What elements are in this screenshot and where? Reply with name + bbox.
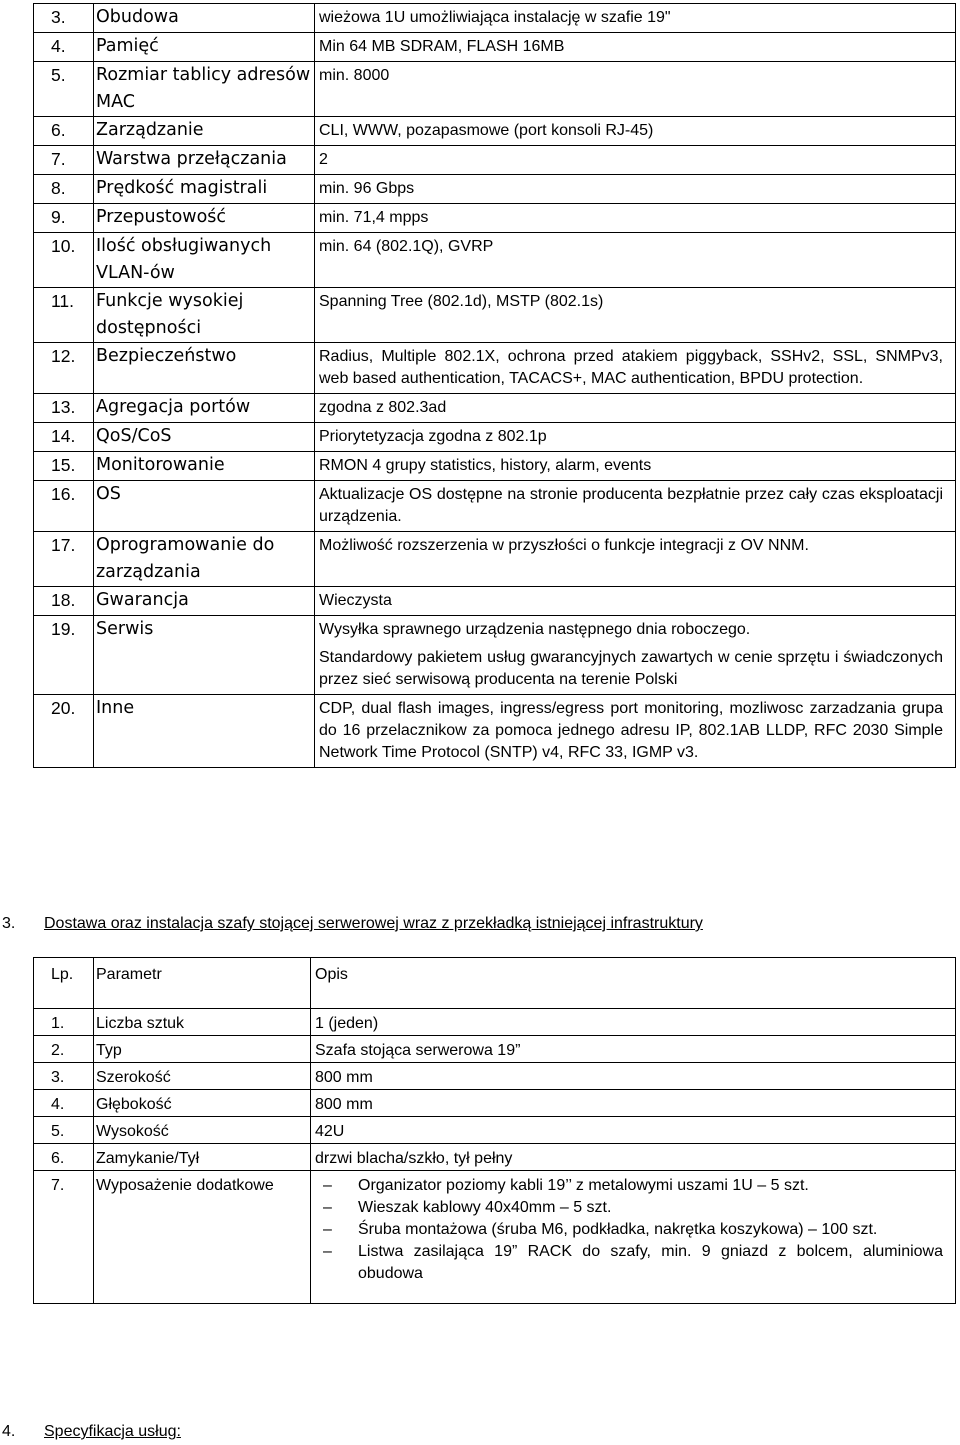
table-row [34,423,956,452]
row-number: 4. [34,33,94,62]
row-number: 6. [34,1144,94,1171]
list-item-text: Wieszak kablowy 40x40mm – 5 szt. [358,1199,612,1216]
section-title: Specyfikacja usług: [44,1423,181,1440]
section-number: 4. [2,1423,16,1440]
table-row-equipment [34,1171,956,1304]
desc-paragraph: Standardowy pakietem usług gwarancyjnych zawartych w cenie sprzętu i świadczonych przez sieć serwisową producenta na terenie Polski [319,649,943,688]
row-number: 12. [34,343,94,394]
row-number: 10. [34,233,94,288]
row-desc [315,62,956,117]
row-number: 6. [34,117,94,146]
row-param: Liczba sztuk [94,1009,311,1036]
row-param: Agregacja portów [94,394,315,423]
row-number: 1. [34,1009,94,1036]
row-param: Szerokość [94,1063,311,1090]
row-param: Gwarancja [94,587,315,616]
section-3-heading [0,915,960,937]
table-row [34,62,956,117]
row-param: Prędkość magistrali [94,175,315,204]
table-row [34,616,956,695]
row-param: OS [94,481,315,532]
dash-bullet-icon: – [323,1177,332,1194]
row-number: 5. [34,1117,94,1144]
row-param: Inne [94,695,315,768]
switch-spec-table [33,3,956,768]
table-row [34,481,956,532]
dash-bullet-icon: – [323,1199,332,1216]
desc-paragraph: Możliwość rozszerzenia w przyszłości o funkcje integracji z OV NNM. [319,537,809,554]
table-row [34,394,956,423]
desc-paragraph: Priorytetyzacja zgodna z 802.1p [319,428,547,445]
list-item-text: Organizator poziomy kabli 19’’ z metalowymi uszami 1U – 5 szt. [358,1177,809,1194]
list-item [315,1219,943,1241]
table-row [34,1036,956,1063]
rack-spec-table [33,957,956,1304]
table-header-row [34,958,956,1009]
desc-paragraph: min. 64 (802.1Q), GVRP [319,238,494,255]
row-desc: 1 (jeden) [311,1009,956,1036]
table-row [34,1090,956,1117]
desc-paragraph: wieżowa 1U umożliwiająca instalację w szafie 19" [319,9,671,26]
list-item-text: Listwa zasilająca 19” RACK do szafy, min. 9 gniazd z bolcem, aluminiowa obudowa [358,1243,943,1282]
table-row [34,587,956,616]
row-param: Zamykanie/Tył [94,1144,311,1171]
header-lp: Lp. [34,958,94,1009]
row-number: 16. [34,481,94,532]
section-number: 3. [2,915,16,932]
row-number: 11. [34,288,94,343]
desc-paragraph: zgodna z 802.3ad [319,399,447,416]
list-item-text: Śruba montażowa (śruba M6, podkładka, nakrętka koszykowa) – 100 szt. [358,1221,878,1238]
desc-paragraph: min. 8000 [319,67,390,84]
row-number: 7. [34,146,94,175]
row-number: 3. [34,1063,94,1090]
dash-bullet-icon: – [323,1221,332,1238]
desc-paragraph: Wieczysta [319,592,392,609]
row-desc [315,394,956,423]
row-desc [315,33,956,62]
row-number: 7. [34,1171,94,1304]
list-item [315,1241,943,1285]
table-row [34,532,956,587]
row-desc: Szafa stojąca serwerowa 19” [311,1036,956,1063]
row-param: Głębokość [94,1090,311,1117]
table-row [34,175,956,204]
desc-paragraph: min. 96 Gbps [319,180,415,197]
table-row [34,695,956,768]
row-desc [315,117,956,146]
row-param: Wysokość [94,1117,311,1144]
row-param: Serwis [94,616,315,695]
desc-paragraph: Min 64 MB SDRAM, FLASH 16MB [319,38,565,55]
row-number: 15. [34,452,94,481]
desc-paragraph: Wysyłka sprawnego urządzenia następnego dnia roboczego. [319,621,751,638]
header-opis: Opis [311,958,956,1009]
table-row [34,146,956,175]
row-desc: 800 mm [311,1090,956,1117]
desc-paragraph: Aktualizacje OS dostępne na stronie producenta bezpłatnie przez cały czas eksploatacji urządzenia. [319,486,943,525]
row-number: 4. [34,1090,94,1117]
desc-paragraph: CLI, WWW, pozapasmowe (port konsoli RJ-45) [319,122,654,139]
desc-paragraph: Radius, Multiple 802.1X, ochrona przed atakiem piggyback, SSHv2, SSL, SNMPv3, web based authentication, TACACS+, MAC authentication, BPDU protection. [319,348,943,387]
row-desc [311,1171,956,1304]
row-param: Oprogramowanie do zarządzania [94,532,315,587]
table-row [34,343,956,394]
row-param: Pamięć [94,33,315,62]
row-number: 20. [34,695,94,768]
row-desc [315,288,956,343]
row-param: Przepustowość [94,204,315,233]
row-param: Obudowa [94,4,315,33]
row-number: 13. [34,394,94,423]
row-number: 19. [34,616,94,695]
table-row [34,33,956,62]
header-parametr: Parametr [94,958,311,1009]
row-desc [315,616,956,695]
desc-paragraph: min. 71,4 mpps [319,209,429,226]
desc-paragraph: RMON 4 grupy statistics, history, alarm, events [319,457,652,474]
row-desc [315,695,956,768]
row-desc [315,587,956,616]
table-row [34,452,956,481]
row-desc [315,481,956,532]
row-number: 5. [34,62,94,117]
row-param: Wyposażenie dodatkowe [94,1171,311,1304]
row-desc [315,4,956,33]
row-number: 14. [34,423,94,452]
table-row [34,1144,956,1171]
desc-paragraph: 2 [319,151,328,168]
row-number: 8. [34,175,94,204]
table-row [34,117,956,146]
row-param: Monitorowanie [94,452,315,481]
table-row [34,288,956,343]
list-item [315,1175,943,1197]
section-title: Dostawa oraz instalacja szafy stojącej serwerowej wraz z przekładką istniejącej infrastruktury [44,915,703,932]
desc-paragraph: Spanning Tree (802.1d), MSTP (802.1s) [319,293,604,310]
row-number: 3. [34,4,94,33]
table-row [34,4,956,33]
row-desc: 42U [311,1117,956,1144]
row-number: 2. [34,1036,94,1063]
row-param: Warstwa przełączania [94,146,315,175]
section-4-heading [0,1423,960,1445]
table-row [34,1117,956,1144]
row-desc [315,532,956,587]
desc-paragraph: CDP, dual flash images, ingress/egress port monitoring, mozliwosc zarzadzania grupa do 16 przelacznikow za pomoca jednego adresu IP, 802.1AB LLDP, RFC 2030 Simple Network Time Protocol (SNTP) v4, RFC 33, IGMP v3. [319,700,943,761]
row-number: 17. [34,532,94,587]
row-param: Bezpieczeństwo [94,343,315,394]
row-desc: 800 mm [311,1063,956,1090]
dash-bullet-icon: – [323,1243,332,1260]
equipment-list [315,1175,943,1285]
row-desc [315,204,956,233]
row-param: QoS/CoS [94,423,315,452]
row-param: Rozmiar tablicy adresów MAC [94,62,315,117]
row-desc [315,343,956,394]
table-row [34,204,956,233]
row-param: Typ [94,1036,311,1063]
row-desc [315,175,956,204]
row-desc [315,233,956,288]
row-param: Ilość obsługiwanych VLAN-ów [94,233,315,288]
table-row [34,1063,956,1090]
row-number: 9. [34,204,94,233]
row-desc [315,423,956,452]
row-param: Funkcje wysokiej dostępności [94,288,315,343]
row-desc [315,146,956,175]
table-row [34,1009,956,1036]
row-param: Zarządzanie [94,117,315,146]
table-row [34,233,956,288]
row-desc: drzwi blacha/szkło, tył pełny [311,1144,956,1171]
row-desc [315,452,956,481]
row-number: 18. [34,587,94,616]
list-item [315,1197,943,1219]
